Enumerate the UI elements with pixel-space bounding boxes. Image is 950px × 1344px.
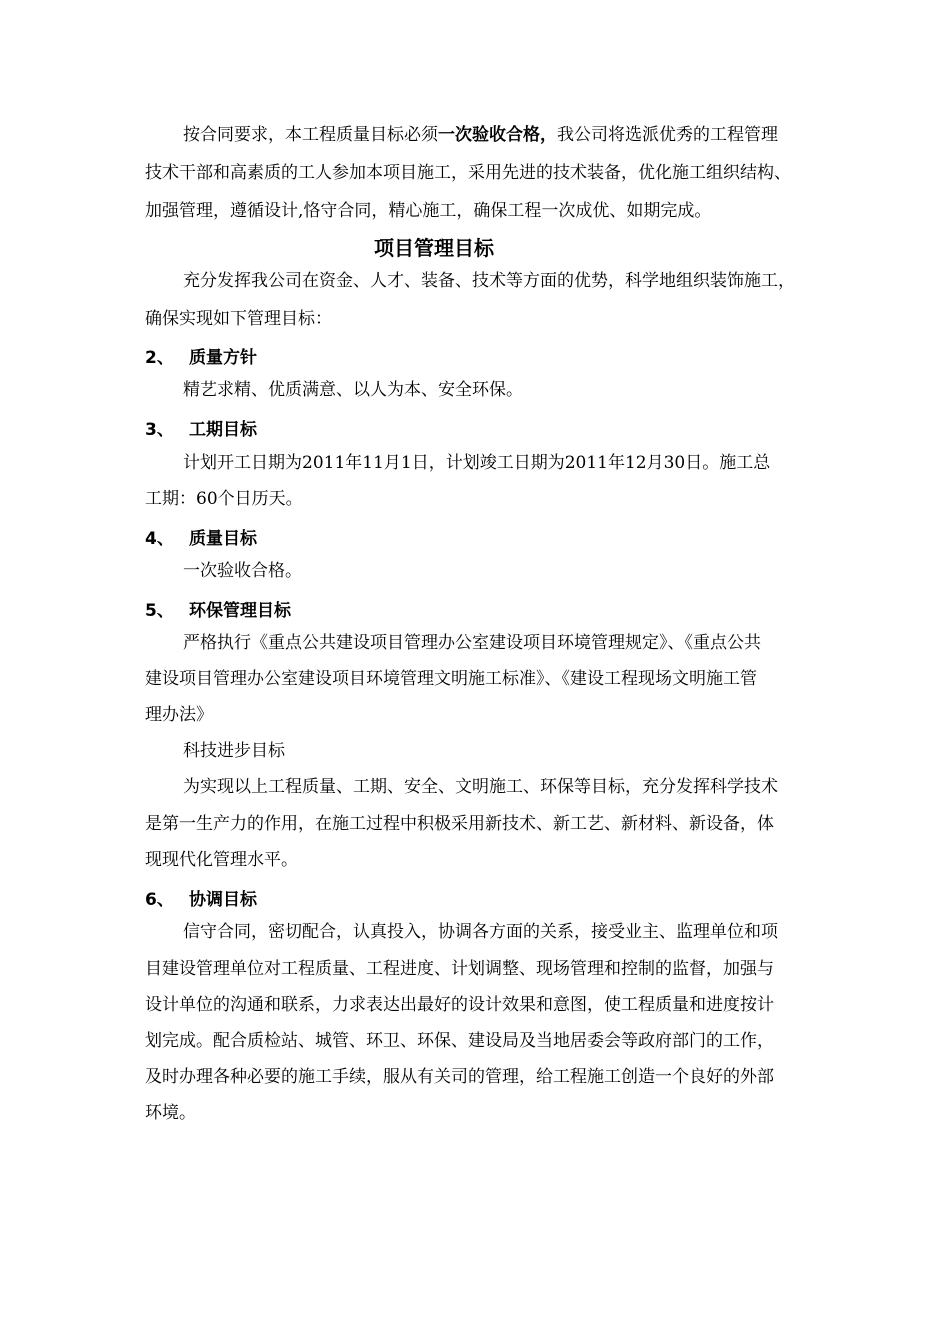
intro-text-b: 我公司将选派优秀的工程管理: [557, 125, 778, 145]
tech-line-2: 是第一生产力的作用，在施工过程中积极采用新技术、新工艺、新材料、新设备，体: [145, 814, 774, 834]
section-number: 6、: [145, 890, 174, 910]
section-title-coordination: 协调目标: [189, 890, 257, 910]
section-line: 理办法》: [145, 705, 213, 725]
mgmt-line-2: 确保实现如下管理目标：: [145, 309, 332, 329]
section-line: 目建设管理单位对工程质量、工程进度、计划调整、现场管理和控制的监督，加强与: [145, 959, 774, 979]
section-line: 设计单位的沟通和联系，力求表达出最好的设计效果和意图，使工程质量和进度按计: [145, 995, 774, 1015]
section-title-schedule: 工期目标: [189, 420, 257, 440]
intro-line-1: [183, 124, 778, 148]
section-number: 2、: [145, 348, 174, 368]
section-line: 严格执行《重点公共建设项目管理办公室建设项目环境管理规定》、《重点公共: [183, 633, 761, 653]
intro-line-2: 技术干部和高素质的工人参加本项目施工，采用先进的技术装备，优化施工组织结构、: [145, 163, 791, 183]
section-number: 3、: [145, 420, 174, 440]
section-line: 一次验收合格。: [183, 561, 302, 581]
section-line: 信守合同，密切配合，认真投入，协调各方面的关系，接受业主、监理单位和项: [183, 922, 778, 942]
section-title-quality-goal: 质量目标: [189, 529, 257, 549]
tech-line-1: 为实现以上工程质量、工期、安全、文明施工、环保等目标，充分发挥科学技术: [183, 777, 778, 797]
section-number: 5、: [145, 601, 174, 621]
tech-title: 科技进步目标: [183, 741, 285, 761]
mgmt-line-1: 充分发挥我公司在资金、人才、装备、技术等方面的优势，科学地组织装饰施工，: [183, 271, 795, 291]
section-line: 建设项目管理办公室建设项目环境管理文明施工标准》、《建设工程现场文明施工管: [145, 669, 757, 689]
section-title-quality-policy: 质量方针: [189, 348, 257, 368]
intro-emphasis: 一次验收合格，: [438, 125, 557, 145]
section-line: 划完成。配合质检站、城管、环卫、环保、建设局及当地居委会等政府部门的工作，: [145, 1031, 774, 1051]
section-number: 4、: [145, 529, 174, 549]
intro-text-a: 按合同要求，本工程质量目标必须: [183, 125, 438, 145]
page-heading: 项目管理目标: [374, 236, 494, 260]
section-line: 精艺求精、优质满意、以人为本、安全环保。: [183, 380, 523, 400]
section-line: 及时办理各种必要的施工手续，服从有关司的管理，给工程施工创造一个良好的外部: [145, 1067, 774, 1087]
section-line: 环境。: [145, 1103, 196, 1123]
section-line: 工期：60个日历天。: [145, 489, 303, 509]
section-line: 计划开工日期为2011年11月1日，计划竣工日期为2011年12月30日。施工总: [183, 453, 771, 473]
intro-line-3: 加强管理，遵循设计,恪守合同，精心施工，确保工程一次成优、如期完成。: [145, 201, 712, 221]
section-title-environment: 环保管理目标: [189, 601, 291, 621]
tech-line-3: 现现代化管理水平。: [145, 850, 298, 870]
